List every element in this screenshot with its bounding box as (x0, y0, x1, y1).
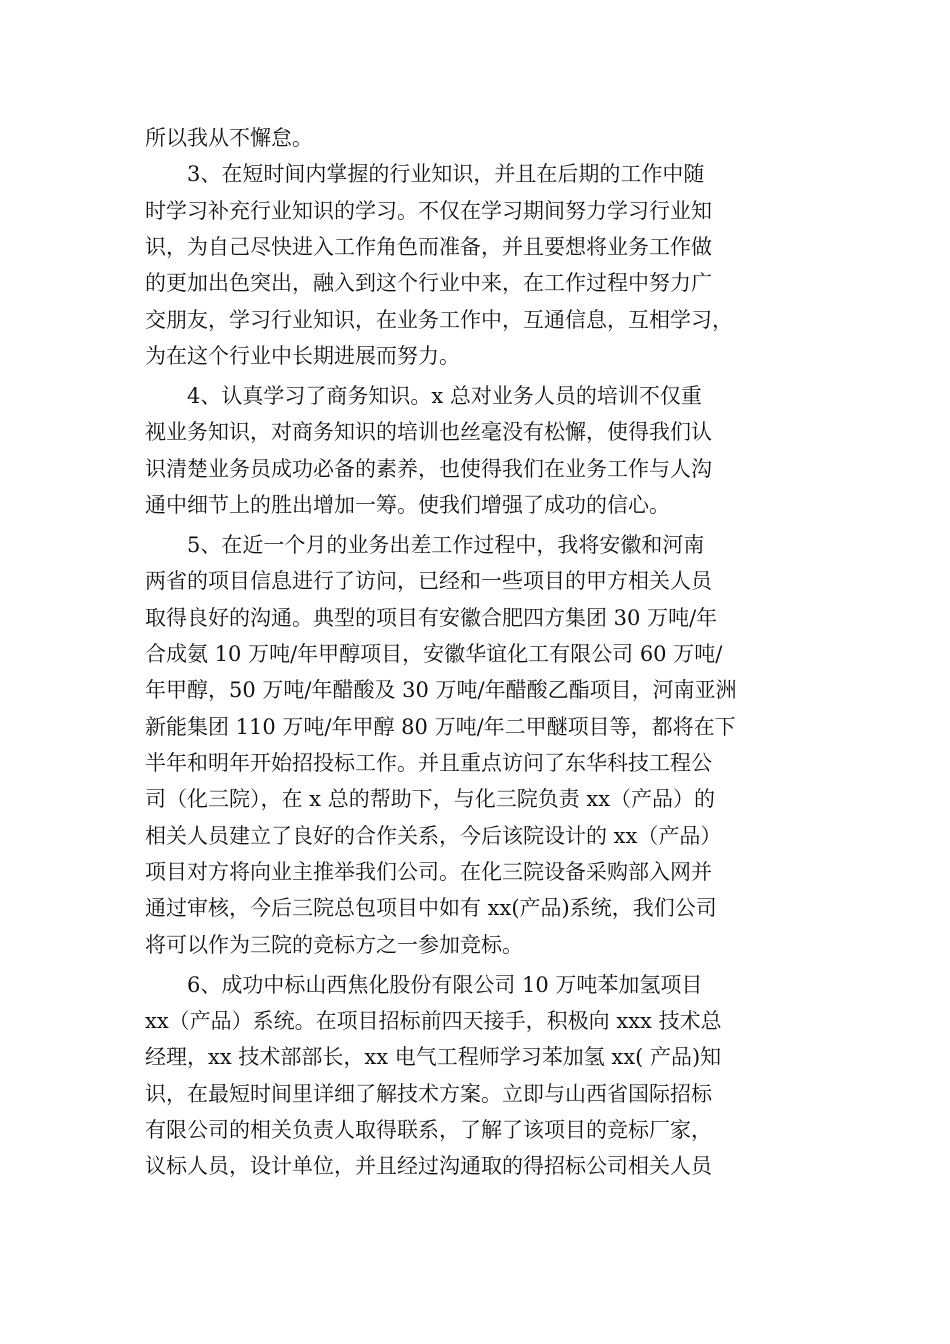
text-line: 视业务知识，对商务知识的培训也丝毫没有松懈，使得我们认 (145, 420, 712, 444)
text-line: 识清楚业务员成功必备的素养，也使得我们在业务工作与人沟 (145, 457, 712, 481)
text-line: 有限公司的相关负责人取得联系，了解了该项目的竞标厂家， (145, 1118, 712, 1142)
text-line: 5、在近一个月的业务出差工作过程中，我将安徽和河南 (145, 533, 705, 557)
text-line: 6、成功中标山西焦化股份有限公司 10 万吨苯加氢项目 (145, 973, 703, 997)
text-line: 两省的项目信息进行了访问，已经和一些项目的甲方相关人员 (145, 569, 712, 593)
text-line: 通过审核，今后三院总包项目中如有 xx(产品)系统，我们公司 (145, 896, 717, 920)
text-line: 4、认真学习了商务知识。x 总对业务人员的培训不仅重 (145, 384, 702, 408)
text-line: 的更加出色突出，融入到这个行业中来，在工作过程中努力广 (145, 271, 712, 295)
text-line: 取得良好的沟通。典型的项目有安徽合肥四方集团 30 万吨/年 (145, 606, 718, 630)
text-line: 半年和明年开始招投标工作。并且重点访问了东华科技工程公 (145, 751, 712, 775)
text-line: 司（化三院），在 x 总的帮助下，与化三院负责 xx（产品）的 (145, 787, 716, 811)
text-line: 通中细节上的胜出增加一筹。使我们增强了成功的信心。 (145, 493, 670, 517)
text-line: 相关人员建立了良好的合作关系，今后该院设计的 xx（产品） (145, 824, 722, 848)
text-line: xx（产品）系统。在项目招标前四天接手，积极向 xxx 技术总 (145, 1009, 722, 1033)
text-line: 3、在短时间内掌握的行业知识，并且在后期的工作中随 (145, 162, 705, 186)
text-line: 将可以作为三院的竞标方之一参加竞标。 (145, 933, 523, 957)
text-line: 议标人员，设计单位，并且经过沟通取的得招标公司相关人员 (145, 1154, 712, 1178)
text-line: 合成氨 10 万吨/年甲醇项目，安徽华谊化工有限公司 60 万吨/ (145, 642, 723, 666)
text-line: 为在这个行业中长期进展而努力。 (145, 344, 460, 368)
text-line: 新能集团 110 万吨/年甲醇 80 万吨/年二甲醚项目等，都将在下 (145, 715, 736, 739)
text-line: 项目对方将向业主推举我们公司。在化三院设备采购部入网并 (145, 860, 712, 884)
text-line: 时学习补充行业知识的学习。不仅在学习期间努力学习行业知 (145, 199, 712, 223)
text-line: 交朋友，学习行业知识，在业务工作中，互通信息，互相学习， (145, 308, 733, 332)
text-line: 年甲醇，50 万吨/年醋酸及 30 万吨/年醋酸乙酯项目，河南亚洲 (145, 678, 737, 702)
text-line: 识，为自己尽快进入工作角色而准备，并且要想将业务工作做 (145, 235, 712, 259)
text-line: 识，在最短时间里详细了解技术方案。立即与山西省国际招标 (145, 1082, 712, 1106)
text-line: 所以我从不懈怠。 (145, 126, 313, 150)
text-line: 经理，xx 技术部部长，xx 电气工程师学习苯加氢 xx( 产品)知 (145, 1045, 722, 1069)
